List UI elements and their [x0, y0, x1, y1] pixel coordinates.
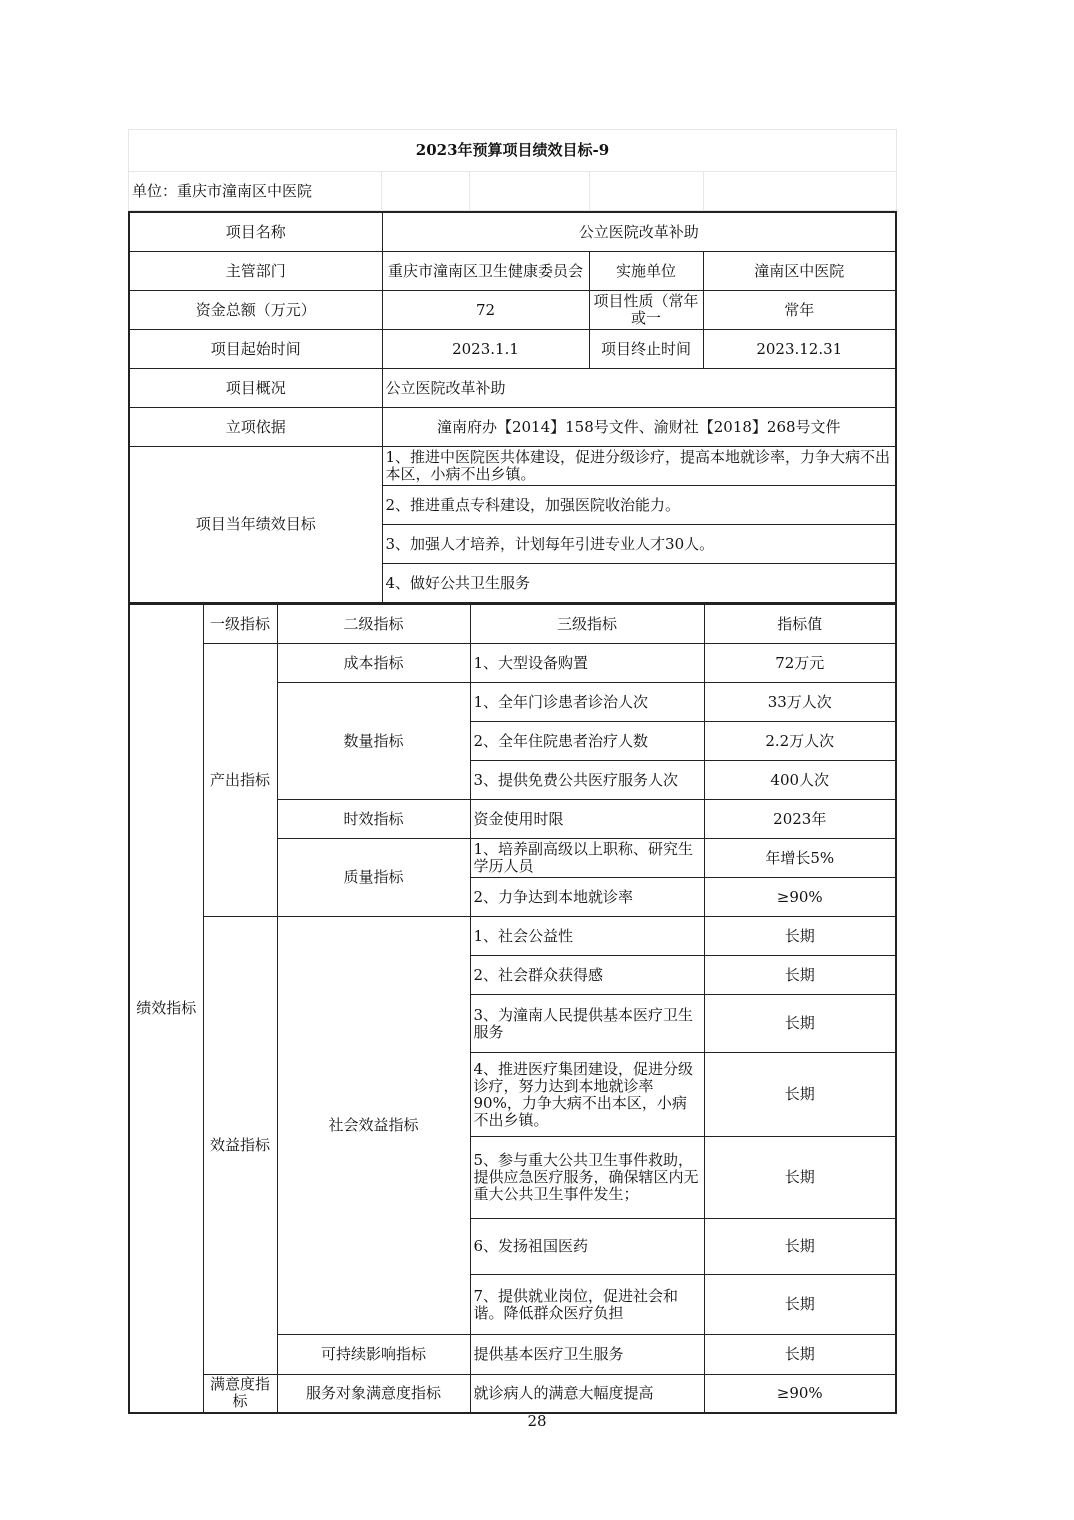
header-value: 指标值: [704, 605, 896, 644]
service-label: 服务对象满意度指标: [277, 1375, 470, 1413]
indicator-name: 7、提供就业岗位，促进社会和谐。降低群众医疗负担: [470, 1275, 704, 1335]
indicator-value: 长期: [704, 1335, 896, 1375]
budget-form: [128, 129, 896, 1414]
indicator-name: 3、为潼南人民提供基本医疗卫生服务: [470, 995, 704, 1053]
dept-label: 主管部门: [129, 252, 382, 291]
indicator-table: [128, 604, 897, 1414]
goal-item: 1、推进中医院医共体建设，促进分级诊疗，提高本地就诊率，力争大病不出本区，小病不出乡镇。: [382, 447, 896, 486]
indicator-name: 就诊病人的满意大幅度提高: [470, 1375, 704, 1413]
overview-label: 项目概况: [129, 369, 382, 408]
end-value: 2023.12.31: [703, 330, 896, 369]
header-l3: 三级指标: [470, 605, 704, 644]
satisfaction-label: 满意度指标: [203, 1375, 277, 1413]
dept-value: 重庆市潼南区卫生健康委员会: [382, 252, 589, 291]
basis-label: 立项依据: [129, 408, 382, 447]
project-name-label: 项目名称: [129, 212, 382, 252]
form-title: 2023年预算项目绩效目标-9: [129, 130, 897, 172]
indicator-root-label: 绩效指标: [129, 605, 203, 1413]
nature-value: 常年: [703, 291, 896, 330]
indicator-name: 4、推进医疗集团建设，促进分级诊疗，努力达到本地就诊率90%，力争大病不出本区，小病不出乡镇。: [470, 1053, 704, 1137]
goal-label: 项目当年绩效目标: [129, 447, 382, 604]
indicator-name: 3、提供免费公共医疗服务人次: [470, 761, 704, 800]
indicator-value: 长期: [704, 1053, 896, 1137]
nature-label: 项目性质（常年或一: [589, 291, 703, 330]
indicator-name: 6、发扬祖国医药: [470, 1219, 704, 1275]
indicator-name: 资金使用时限: [470, 800, 704, 839]
fund-label: 资金总额（万元）: [129, 291, 382, 330]
end-label: 项目终止时间: [589, 330, 703, 369]
impl-label: 实施单位: [589, 252, 703, 291]
impl-value: 潼南区中医院: [703, 252, 896, 291]
start-label: 项目起始时间: [129, 330, 382, 369]
quality-label: 质量指标: [277, 839, 470, 917]
indicator-name: 2、社会群众获得感: [470, 956, 704, 995]
quantity-label: 数量指标: [277, 683, 470, 800]
unit-label: 单位：重庆市潼南区中医院: [129, 172, 382, 211]
indicator-name: 1、全年门诊患者诊治人次: [470, 683, 704, 722]
sustain-label: 可持续影响指标: [277, 1335, 470, 1375]
indicator-value: 长期: [704, 956, 896, 995]
indicator-value: 2023年: [704, 800, 896, 839]
benefit-label: 效益指标: [203, 917, 277, 1375]
goal-item: 3、加强人才培养，计划每年引进专业人才30人。: [382, 525, 896, 564]
indicator-value: 72万元: [704, 644, 896, 683]
header-l1: 一级指标: [203, 605, 277, 644]
form-header: [128, 129, 897, 211]
header-l2: 二级指标: [277, 605, 470, 644]
indicator-name: 1、培养副高级以上职称、研究生学历人员: [470, 839, 704, 878]
cost-label: 成本指标: [277, 644, 470, 683]
goal-item: 2、推进重点专科建设，加强医院收治能力。: [382, 486, 896, 525]
indicator-value: 长期: [704, 1137, 896, 1219]
indicator-value: ≥90%: [704, 1375, 896, 1413]
overview-value: 公立医院改革补助: [382, 369, 896, 408]
indicator-value: 400人次: [704, 761, 896, 800]
indicator-value: 长期: [704, 1275, 896, 1335]
time-label: 时效指标: [277, 800, 470, 839]
indicator-name: 2、全年住院患者治疗人数: [470, 722, 704, 761]
indicator-name: 提供基本医疗卫生服务: [470, 1335, 704, 1375]
indicator-value: 2.2万人次: [704, 722, 896, 761]
indicator-name: 1、社会公益性: [470, 917, 704, 956]
social-label: 社会效益指标: [277, 917, 470, 1335]
indicator-value: 长期: [704, 995, 896, 1053]
page-number: 28: [527, 1412, 547, 1430]
output-label: 产出指标: [203, 644, 277, 917]
indicator-value: 长期: [704, 1219, 896, 1275]
indicator-value: 年增长5%: [704, 839, 896, 878]
project-info-table: [128, 211, 897, 604]
basis-value: 潼南府办【2014】158号文件、渝财社【2018】268号文件: [382, 408, 896, 447]
indicator-name: 5、参与重大公共卫生事件救助，提供应急医疗服务，确保辖区内无重大公共卫生事件发生；: [470, 1137, 704, 1219]
fund-value: 72: [382, 291, 589, 330]
start-value: 2023.1.1: [382, 330, 589, 369]
indicator-value: ≥90%: [704, 878, 896, 917]
indicator-name: 2、力争达到本地就诊率: [470, 878, 704, 917]
goal-item: 4、做好公共卫生服务: [382, 564, 896, 604]
indicator-name: 1、大型设备购置: [470, 644, 704, 683]
indicator-value: 33万人次: [704, 683, 896, 722]
project-name-value: 公立医院改革补助: [382, 212, 896, 252]
indicator-value: 长期: [704, 917, 896, 956]
